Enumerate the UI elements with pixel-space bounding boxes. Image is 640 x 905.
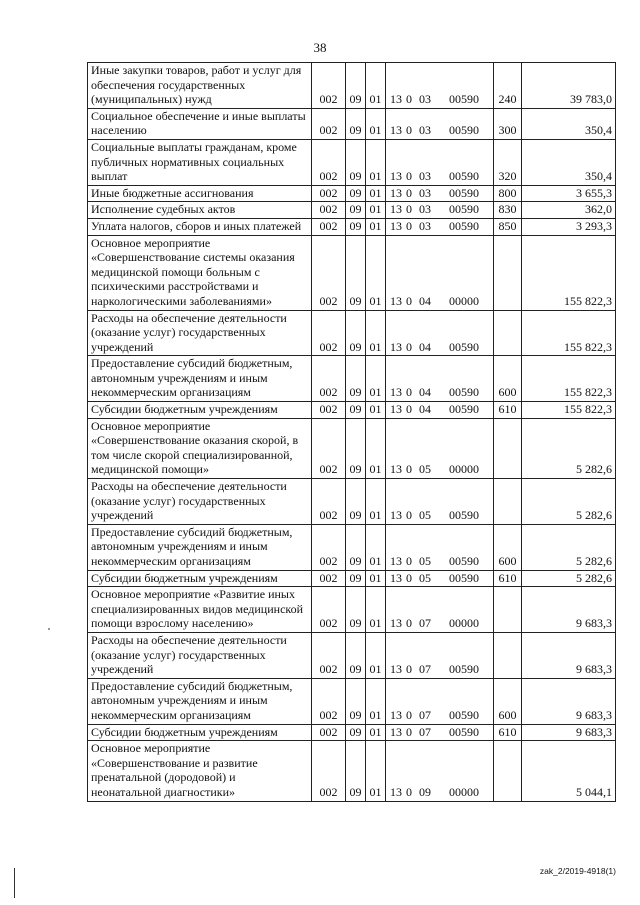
table-row: [88, 63, 616, 109]
table-row: [88, 418, 616, 478]
target-code-part: 13: [390, 402, 402, 417]
ministry-code: 002: [312, 139, 346, 185]
expense-type-code: [494, 741, 522, 801]
table-row: [88, 218, 616, 235]
section-code: 09: [346, 108, 366, 139]
row-name: Субсидии бюджетным учреждениям: [88, 724, 312, 741]
ministry-code: 002: [312, 185, 346, 202]
amount: 155 822,3: [522, 235, 616, 310]
section-code: 09: [346, 418, 366, 478]
target-code-part: 00590: [449, 185, 479, 200]
section-code: 09: [346, 356, 366, 402]
target-code-part: 0: [406, 339, 412, 354]
row-name: Иные закупки товаров, работ и услуг для обеспечения государственных (муниципальных) нужд: [88, 63, 312, 109]
target-code-part: 13: [390, 784, 402, 799]
target-article-code: [386, 310, 494, 356]
target-code-part: 0: [406, 385, 412, 400]
target-code-part: 13: [390, 385, 402, 400]
amount: 155 822,3: [522, 356, 616, 402]
target-code-part: 0: [406, 169, 412, 184]
table-row: [88, 741, 616, 801]
target-article-code: [386, 570, 494, 587]
target-article-code: [386, 524, 494, 570]
budget-allocation-table: [87, 62, 616, 802]
section-code: 09: [346, 524, 366, 570]
expense-type-code: [494, 632, 522, 678]
target-code-part: 13: [390, 185, 402, 200]
subsection-code: 01: [366, 185, 386, 202]
target-code-part: 0: [406, 784, 412, 799]
expense-type-code: [494, 235, 522, 310]
target-code-part: 09: [419, 784, 431, 799]
target-article-code: [386, 632, 494, 678]
subsection-code: 01: [366, 632, 386, 678]
amount: 5 282,6: [522, 479, 616, 525]
target-code-part: 07: [419, 662, 431, 677]
target-code-part: 0: [406, 202, 412, 217]
target-article-code: [386, 678, 494, 724]
ministry-code: 002: [312, 218, 346, 235]
subsection-code: 01: [366, 202, 386, 219]
ministry-code: 002: [312, 587, 346, 633]
expense-type-code: 240: [494, 63, 522, 109]
subsection-code: 01: [366, 741, 386, 801]
ministry-code: 002: [312, 356, 346, 402]
expense-type-code: 600: [494, 678, 522, 724]
target-code-part: 0: [406, 570, 412, 585]
target-code-part: 0: [406, 185, 412, 200]
target-article-code: [386, 63, 494, 109]
target-code-part: 13: [390, 724, 402, 739]
section-code: 09: [346, 185, 366, 202]
row-name: Субсидии бюджетным учреждениям: [88, 402, 312, 419]
expense-type-code: [494, 310, 522, 356]
target-code-part: 00590: [449, 385, 479, 400]
section-code: 09: [346, 724, 366, 741]
document-code: zak_2/2019-4918(1): [539, 866, 616, 876]
amount: 5 282,6: [522, 524, 616, 570]
target-code-part: 0: [406, 92, 412, 107]
target-code-part: 00590: [449, 707, 479, 722]
target-code-part: 05: [419, 554, 431, 568]
subsection-code: 01: [366, 570, 386, 587]
amount: 350,4: [522, 139, 616, 185]
amount: 155 822,3: [522, 402, 616, 419]
target-code-part: 0: [406, 724, 412, 739]
amount: 9 683,3: [522, 632, 616, 678]
row-name: Основное мероприятие «Совершенствование оказания скорой, в том числе скорой специализированной, медицинской помощи»: [88, 418, 312, 478]
section-code: 09: [346, 235, 366, 310]
table-row: [88, 139, 616, 185]
subsection-code: 01: [366, 479, 386, 525]
target-code-part: 00590: [449, 169, 479, 184]
expense-type-code: [494, 587, 522, 633]
target-code-part: 13: [390, 616, 402, 631]
target-article-code: [386, 202, 494, 219]
ministry-code: 002: [312, 108, 346, 139]
target-code-part: 07: [419, 616, 431, 631]
expense-type-code: 600: [494, 356, 522, 402]
ministry-code: 002: [312, 632, 346, 678]
ministry-code: 002: [312, 524, 346, 570]
target-code-part: 07: [419, 724, 431, 739]
subsection-code: 01: [366, 108, 386, 139]
row-name: Предоставление субсидий бюджетным, автономным учреждениям и иным некоммерческим организациям: [88, 356, 312, 402]
section-code: 09: [346, 678, 366, 724]
section-code: 09: [346, 218, 366, 235]
subsection-code: 01: [366, 218, 386, 235]
row-name: Расходы на обеспечение деятельности (оказание услуг) государственных учреждений: [88, 310, 312, 356]
amount: 362,0: [522, 202, 616, 219]
row-name: Расходы на обеспечение деятельности (оказание услуг) государственных учреждений: [88, 632, 312, 678]
table-row: [88, 235, 616, 310]
table-row: [88, 479, 616, 525]
amount: 9 683,3: [522, 724, 616, 741]
page-number: 38: [313, 40, 327, 55]
amount: 5 282,6: [522, 570, 616, 587]
row-name: Субсидии бюджетным учреждениям: [88, 570, 312, 587]
target-code-part: 04: [419, 339, 431, 354]
ministry-code: 002: [312, 724, 346, 741]
amount: 3 293,3: [522, 218, 616, 235]
section-code: 09: [346, 479, 366, 525]
ministry-code: 002: [312, 570, 346, 587]
target-article-code: [386, 418, 494, 478]
target-code-part: 04: [419, 402, 431, 417]
ministry-code: 002: [312, 402, 346, 419]
expense-type-code: 610: [494, 570, 522, 587]
expense-type-code: 850: [494, 218, 522, 235]
target-code-part: 13: [390, 339, 402, 354]
target-code-part: 13: [390, 707, 402, 722]
section-code: 09: [346, 63, 366, 109]
row-name: Основное мероприятие «Совершенствование и развитие пренатальной (дородовой) и неонатальной диагностики»: [88, 741, 312, 801]
amount: 9 683,3: [522, 587, 616, 633]
target-code-part: 00000: [449, 462, 479, 477]
expense-type-code: 320: [494, 139, 522, 185]
target-code-part: 00590: [449, 554, 479, 568]
target-code-part: 13: [390, 218, 402, 233]
target-code-part: 0: [406, 508, 412, 523]
amount: 350,4: [522, 108, 616, 139]
row-name: Предоставление субсидий бюджетным, автономным учреждениям и иным некоммерческим организациям: [88, 678, 312, 724]
target-code-part: 03: [419, 92, 431, 107]
target-code-part: 03: [419, 123, 431, 138]
expense-type-code: [494, 418, 522, 478]
section-code: 09: [346, 587, 366, 633]
subsection-code: 01: [366, 63, 386, 109]
target-code-part: 00590: [449, 662, 479, 677]
ministry-code: 002: [312, 741, 346, 801]
target-code-part: 13: [390, 293, 402, 308]
target-code-part: 0: [406, 616, 412, 631]
target-article-code: [386, 741, 494, 801]
target-code-part: 0: [406, 462, 412, 477]
ministry-code: 002: [312, 479, 346, 525]
amount: 3 655,3: [522, 185, 616, 202]
target-code-part: 0: [406, 707, 412, 722]
subsection-code: 01: [366, 418, 386, 478]
target-code-part: 00590: [449, 202, 479, 217]
target-code-part: 00590: [449, 402, 479, 417]
subsection-code: 01: [366, 724, 386, 741]
target-code-part: 0: [406, 218, 412, 233]
table-row: [88, 202, 616, 219]
amount: 155 822,3: [522, 310, 616, 356]
target-code-part: 13: [390, 202, 402, 217]
target-code-part: 13: [390, 662, 402, 677]
target-article-code: [386, 479, 494, 525]
expense-type-code: [494, 479, 522, 525]
target-article-code: [386, 724, 494, 741]
subsection-code: 01: [366, 678, 386, 724]
row-name: Исполнение судебных актов: [88, 202, 312, 219]
target-article-code: [386, 235, 494, 310]
target-code-part: 0: [406, 293, 412, 308]
target-code-part: 13: [390, 508, 402, 523]
target-article-code: [386, 356, 494, 402]
target-code-part: 04: [419, 385, 431, 400]
expense-type-code: 610: [494, 724, 522, 741]
ministry-code: 002: [312, 678, 346, 724]
target-code-part: 00000: [449, 293, 479, 308]
subsection-code: 01: [366, 524, 386, 570]
target-code-part: 13: [390, 462, 402, 477]
amount: 39 783,0: [522, 63, 616, 109]
target-code-part: 03: [419, 202, 431, 217]
target-article-code: [386, 218, 494, 235]
ministry-code: 002: [312, 418, 346, 478]
target-article-code: [386, 185, 494, 202]
section-code: 09: [346, 202, 366, 219]
target-code-part: 0: [406, 123, 412, 138]
amount: 5 044,1: [522, 741, 616, 801]
section-code: 09: [346, 139, 366, 185]
row-name: Основное мероприятие «Развитие иных специализированных видов медицинской помощи взрослому населению»: [88, 587, 312, 633]
table-row: [88, 356, 616, 402]
target-article-code: [386, 108, 494, 139]
expense-type-code: 300: [494, 108, 522, 139]
subsection-code: 01: [366, 310, 386, 356]
target-article-code: [386, 139, 494, 185]
target-code-part: 00590: [449, 218, 479, 233]
subsection-code: 01: [366, 402, 386, 419]
table-row: [88, 402, 616, 419]
target-code-part: 13: [390, 554, 402, 568]
target-code-part: 13: [390, 570, 402, 585]
table-row: [88, 632, 616, 678]
row-name: Уплата налогов, сборов и иных платежей: [88, 218, 312, 235]
target-code-part: 00000: [449, 616, 479, 631]
target-code-part: 00000: [449, 784, 479, 799]
row-name: Социальное обеспечение и иные выплаты населению: [88, 108, 312, 139]
section-code: 09: [346, 570, 366, 587]
target-code-part: 00590: [449, 123, 479, 138]
expense-type-code: 600: [494, 524, 522, 570]
target-code-part: 00590: [449, 724, 479, 739]
row-name: Предоставление субсидий бюджетным, автономным учреждениям и иным некоммерческим организациям: [88, 524, 312, 570]
table-row: [88, 108, 616, 139]
table-row: [88, 570, 616, 587]
target-code-part: 03: [419, 218, 431, 233]
table-row: [88, 724, 616, 741]
target-code-part: 04: [419, 293, 431, 308]
ministry-code: 002: [312, 235, 346, 310]
table-row: [88, 524, 616, 570]
subsection-code: 01: [366, 139, 386, 185]
section-code: 09: [346, 310, 366, 356]
section-code: 09: [346, 741, 366, 801]
subsection-code: 01: [366, 587, 386, 633]
target-article-code: [386, 587, 494, 633]
expense-type-code: 800: [494, 185, 522, 202]
target-code-part: 00590: [449, 92, 479, 107]
amount: 5 282,6: [522, 418, 616, 478]
target-code-part: 03: [419, 169, 431, 184]
target-code-part: 00590: [449, 508, 479, 523]
table-row: [88, 587, 616, 633]
section-code: 09: [346, 632, 366, 678]
target-code-part: 00590: [449, 570, 479, 585]
target-code-part: 13: [390, 169, 402, 184]
target-code-part: 0: [406, 554, 412, 568]
table-row: [88, 678, 616, 724]
table-row: [88, 310, 616, 356]
target-article-code: [386, 402, 494, 419]
margin-mark: [14, 868, 15, 898]
target-code-part: 0: [406, 662, 412, 677]
ministry-code: 002: [312, 202, 346, 219]
section-code: 09: [346, 402, 366, 419]
target-code-part: 13: [390, 123, 402, 138]
ministry-code: 002: [312, 63, 346, 109]
target-code-part: 13: [390, 92, 402, 107]
expense-type-code: 610: [494, 402, 522, 419]
target-code-part: 00590: [449, 339, 479, 354]
amount: 9 683,3: [522, 678, 616, 724]
row-name: Социальные выплаты гражданам, кроме публичных нормативных социальных выплат: [88, 139, 312, 185]
subsection-code: 01: [366, 356, 386, 402]
target-code-part: 03: [419, 185, 431, 200]
expense-type-code: 830: [494, 202, 522, 219]
row-name: Иные бюджетные ассигнования: [88, 185, 312, 202]
target-code-part: 05: [419, 462, 431, 477]
subsection-code: 01: [366, 235, 386, 310]
table-row: [88, 185, 616, 202]
target-code-part: 0: [406, 402, 412, 417]
target-code-part: 05: [419, 508, 431, 523]
ministry-code: 002: [312, 310, 346, 356]
target-code-part: 07: [419, 707, 431, 722]
row-name: Расходы на обеспечение деятельности (оказание услуг) государственных учреждений: [88, 479, 312, 525]
scan-speck: [48, 628, 50, 630]
row-name: Основное мероприятие «Совершенствование системы оказания медицинской помощи больным с психическими расстройствами и наркологическими заболеваниями»: [88, 235, 312, 310]
target-code-part: 05: [419, 570, 431, 585]
